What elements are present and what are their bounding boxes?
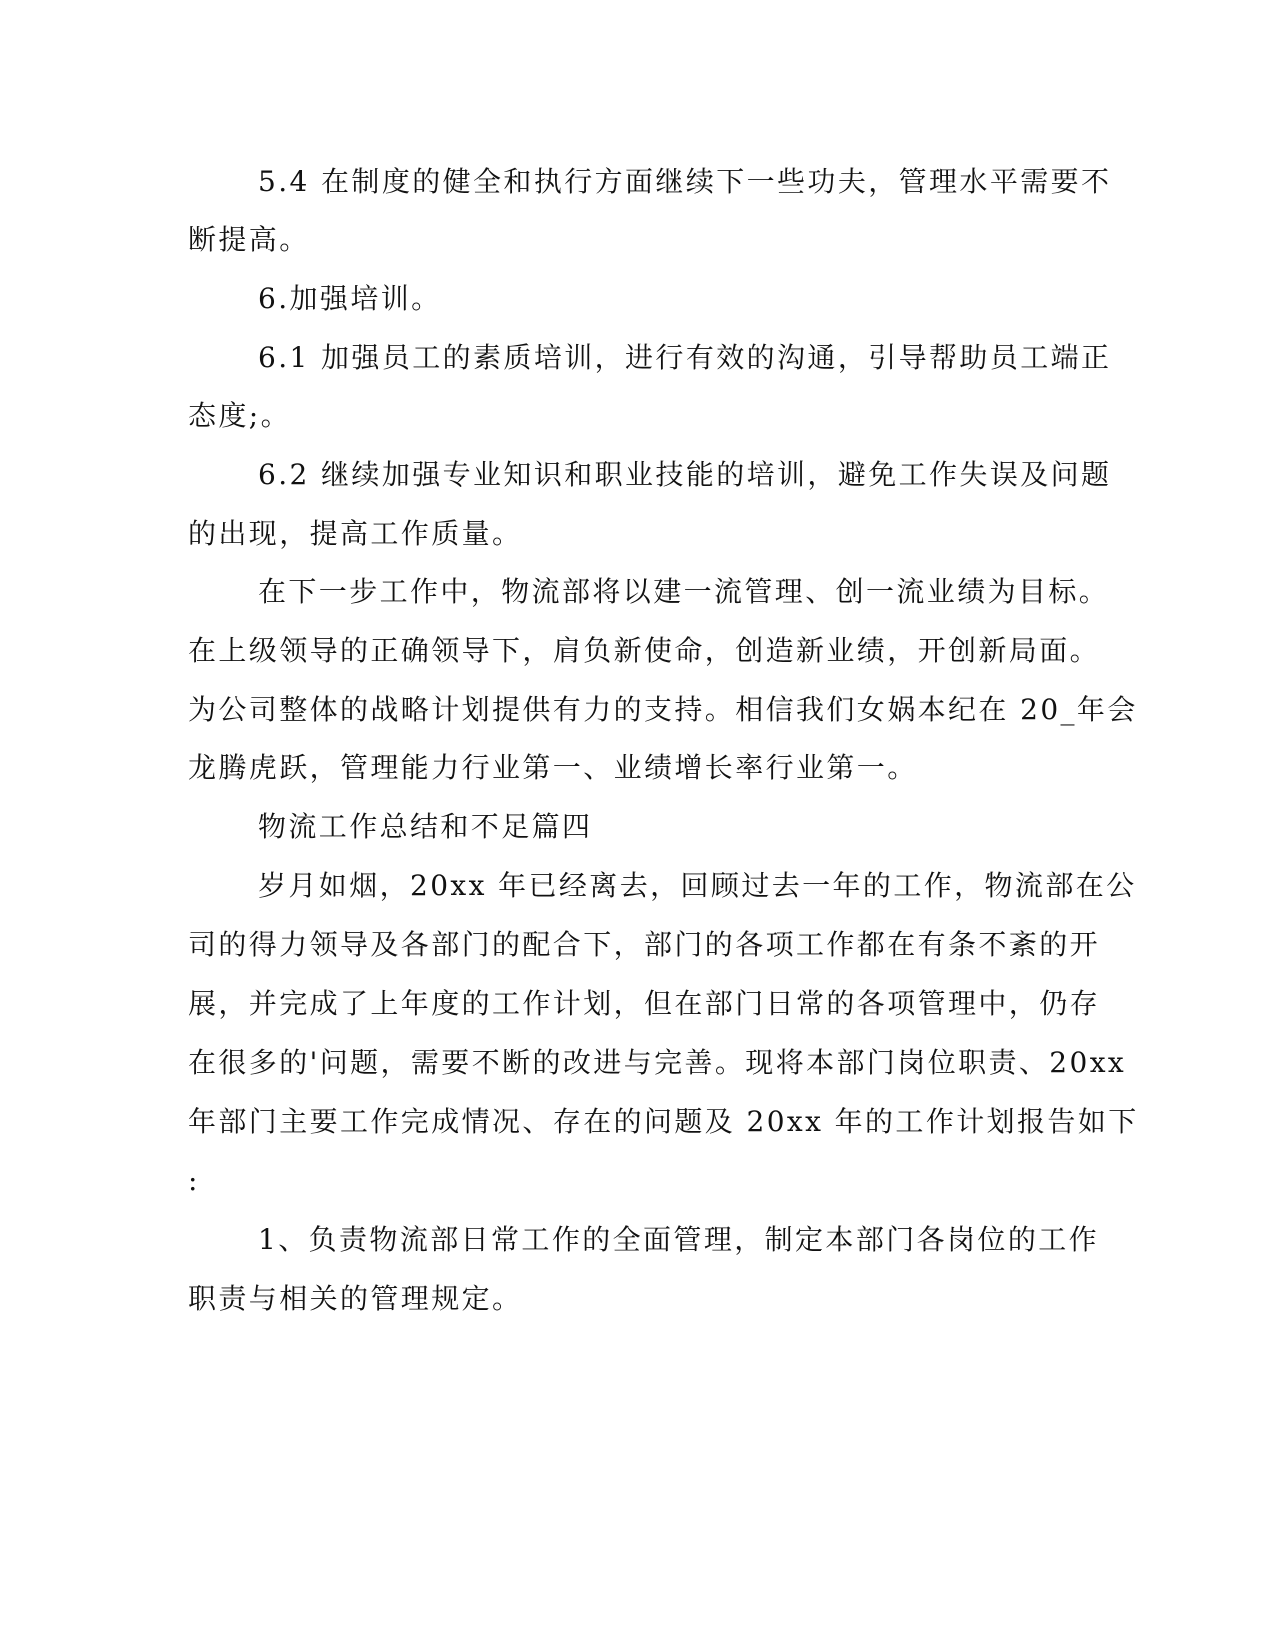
paragraph-review-line-1: 岁月如烟，20xx 年已经离去，回顾过去一年的工作，物流部在公 (258, 869, 1137, 902)
paragraph-6-1-line-1: 6.1 加强员工的素质培训，进行有效的沟通，引导帮助员工端正 (258, 341, 1112, 374)
paragraph-next-step-line-2: 在上级领导的正确领导下，肩负新使命，创造新业绩，开创新局面。 (188, 634, 1101, 667)
paragraph-6-2-line-1: 6.2 继续加强专业知识和职业技能的培训，避免工作失误及问题 (258, 458, 1112, 491)
section-title-part-four: 物流工作总结和不足篇四 (258, 810, 593, 843)
paragraph-review-line-6: : (188, 1164, 200, 1197)
paragraph-duty-1-line-1: 1、负责物流部日常工作的全面管理，制定本部门各岗位的工作 (258, 1223, 1100, 1256)
section-heading-training: 6.加强培训。 (258, 282, 442, 315)
paragraph-review-line-2: 司的得力领导及各部门的配合下，部门的各项工作都在有条不紊的开 (188, 928, 1101, 961)
paragraph-5-4-line-1: 5.4 在制度的健全和执行方面继续下一些功夫，管理水平需要不 (258, 165, 1112, 198)
paragraph-next-step-line-1: 在下一步工作中，物流部将以建一流管理、创一流业绩为目标。 (258, 575, 1110, 608)
paragraph-6-1-line-2: 态度;。 (188, 399, 292, 432)
paragraph-next-step-line-4: 龙腾虎跃，管理能力行业第一、业绩增长率行业第一。 (188, 751, 918, 784)
paragraph-6-2-line-2: 的出现，提高工作质量。 (188, 517, 523, 550)
paragraph-review-line-5: 年部门主要工作完成情况、存在的问题及 20xx 年的工作计划报告如下 (188, 1105, 1139, 1138)
paragraph-review-line-3: 展，并完成了上年度的工作计划，但在部门日常的各项管理中，仍存 (188, 987, 1101, 1020)
paragraph-5-4-line-2: 断提高。 (188, 223, 310, 256)
paragraph-duty-1-line-2: 职责与相关的管理规定。 (188, 1282, 523, 1315)
paragraph-next-step-line-3: 为公司整体的战略计划提供有力的支持。相信我们女娲本纪在 20_年会 (188, 693, 1138, 726)
paragraph-review-line-4: 在很多的'问题，需要不断的改进与完善。现将本部门岗位职责、20xx (188, 1046, 1127, 1079)
